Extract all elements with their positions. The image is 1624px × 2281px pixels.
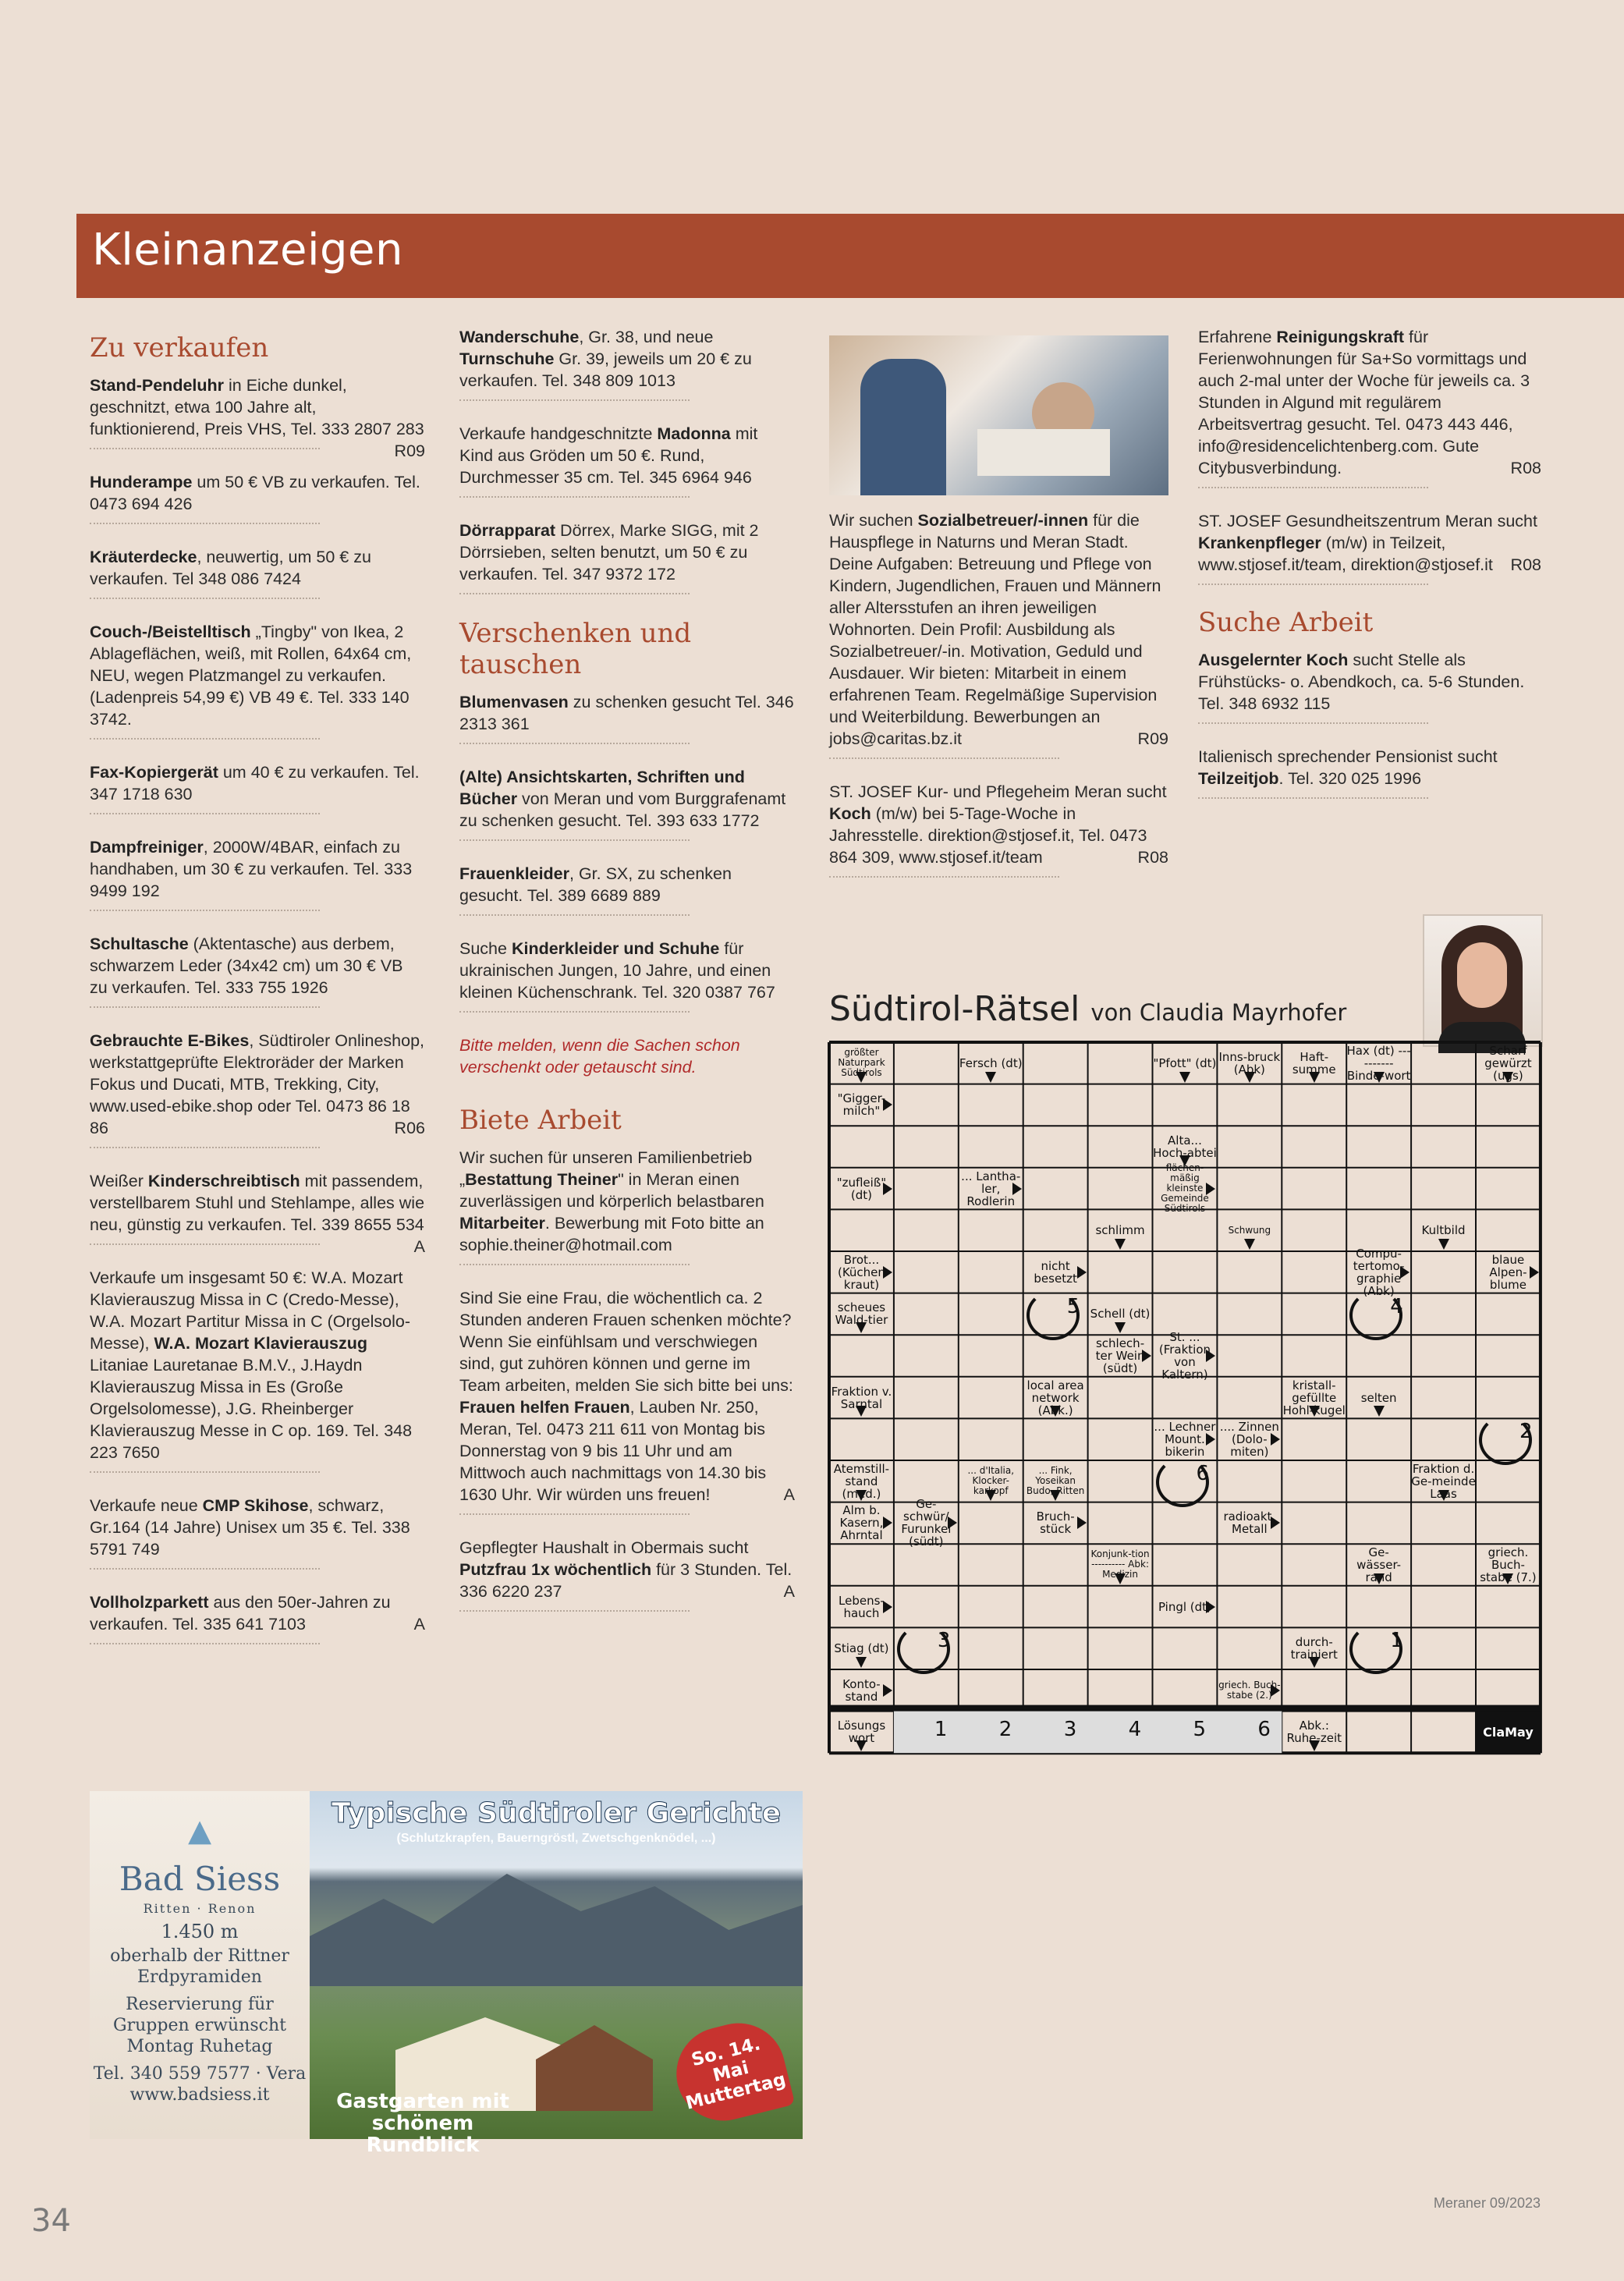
clue-arrow-icon bbox=[1012, 1183, 1022, 1195]
clue-arrow-icon bbox=[1115, 1322, 1126, 1333]
clue-arrow-icon bbox=[856, 1072, 867, 1083]
clue-arrow-icon bbox=[1502, 1573, 1513, 1584]
ad-separator bbox=[1198, 584, 1428, 585]
crossword-clue: Pingl (dt) bbox=[1158, 1599, 1211, 1614]
ad-keyword: Turnschuhe bbox=[459, 349, 555, 368]
classified-ad bbox=[459, 691, 795, 735]
classified-ad bbox=[459, 863, 795, 906]
ad-separator bbox=[829, 876, 1059, 878]
ad-text: , Lauben Nr. 250, Meran, Tel. 0473 211 611 von Montag bis Donnerstag von 9 bis 11 Uhr und am Mittwoch auch nachmittags von 14.30 bis 1630 Uhr. Wir würden uns freuen! bbox=[459, 1398, 767, 1504]
classified-ad bbox=[459, 1287, 795, 1506]
crossword-clue: Schwung bbox=[1228, 1224, 1271, 1236]
clue-arrow-icon bbox=[1077, 1517, 1087, 1529]
crossword-clue: selten bbox=[1360, 1390, 1397, 1405]
classified-ad bbox=[90, 1170, 425, 1256]
classified-ad bbox=[459, 766, 795, 832]
ad-separator bbox=[90, 1006, 320, 1008]
clue-arrow-icon bbox=[985, 1490, 996, 1501]
ad-keyword: Putzfrau 1x wöchentlich bbox=[459, 1560, 652, 1579]
ad-code: A bbox=[413, 1237, 425, 1256]
ad-separator bbox=[459, 1264, 690, 1265]
classified-ad bbox=[90, 761, 425, 805]
ad-text: Weißer bbox=[90, 1172, 148, 1190]
ad-text: (m/w) bei 5-Tage-Woche in Jahresstelle. direktion@stjosef.it, Tel. 0473 864 309, www.stjosef.it/team bbox=[829, 804, 1147, 867]
crossword-clue: scheues Wald-tier bbox=[835, 1300, 888, 1328]
clue-arrow-icon bbox=[1206, 1433, 1215, 1446]
ad-separator bbox=[90, 1471, 320, 1473]
crossword-clue: flächen-mäßig kleinste Gemeinde Südtirols bbox=[1161, 1162, 1209, 1215]
clue-arrow-icon bbox=[1142, 1350, 1151, 1362]
ad-separator bbox=[459, 1513, 690, 1515]
ad-keyword: Couch-/Beistelltisch bbox=[90, 623, 251, 641]
clue-arrow-icon bbox=[1115, 1239, 1126, 1250]
puzzle-author: von Claudia Mayrhofer bbox=[1090, 999, 1347, 1026]
clue-arrow-icon bbox=[883, 1098, 892, 1111]
ad-text: " in Meran einen zuverlässigen und körperlich belastbaren bbox=[459, 1170, 764, 1211]
classified-ad bbox=[90, 836, 425, 902]
crossword-clue: Fraktion v. Sarntal bbox=[831, 1384, 892, 1411]
crossword-clue: schlimm bbox=[1095, 1223, 1145, 1238]
clue-arrow-icon bbox=[1309, 1072, 1320, 1083]
clue-arrow-icon bbox=[883, 1684, 892, 1697]
ad-code: R06 bbox=[394, 1119, 425, 1137]
clue-arrow-icon bbox=[1244, 1239, 1255, 1250]
ad-keyword: (Alte) Ansichtskarten, Schriften und Bücher bbox=[459, 768, 745, 808]
ad-code: A bbox=[783, 1582, 795, 1601]
crossword-clue: radioakt. Metall bbox=[1223, 1509, 1276, 1537]
ad-separator bbox=[459, 593, 690, 594]
clue-arrow-icon bbox=[1271, 1433, 1280, 1446]
ad-keyword: Bestattung Theiner bbox=[465, 1170, 619, 1189]
ad-text: ST. JOSEF Gesundheitszentrum Meran sucht bbox=[1198, 512, 1537, 530]
ad-separator bbox=[90, 598, 320, 599]
clue-arrow-icon bbox=[1050, 1406, 1061, 1417]
ad-text: „Tingby" von Ikea, 2 Ablageflächen, weiß, mit Rollen, 64x64 cm, NEU, wegen Platzmangel zu verkaufen. (Ladenpreis 54,99 €) VB 49 €. Tel. 333 140 3742. bbox=[90, 623, 412, 729]
crossword-clue: größter Naturpark Südtirols bbox=[838, 1047, 885, 1079]
ad-keyword: Reinigungskraft bbox=[1276, 328, 1405, 346]
solution-slot-number: 6 bbox=[1257, 1717, 1271, 1741]
clue-arrow-icon bbox=[856, 1490, 867, 1501]
crossword-clue: schlech-ter Wein (südt) bbox=[1095, 1336, 1145, 1375]
clue-arrow-icon bbox=[1206, 1350, 1215, 1362]
solution-number: 1 bbox=[1390, 1629, 1403, 1653]
ad-text: für Ferienwohnungen für Sa+So vormittags und auch 2-mal unter der Woche für jeweils ca. 3 Stunden in Algund mit regulärem Arbeitsvertrag gesucht. Tel. 0473 443 446, info@residencelichtenberg.com. Gute Citybusverbindung. bbox=[1198, 328, 1530, 477]
ad-text: , neuwertig, um 50 € zu verkaufen. Tel 348 086 7424 bbox=[90, 548, 371, 588]
solution-slot-number: 4 bbox=[1128, 1717, 1142, 1741]
crossword-clue: blaue Alpen-blume bbox=[1489, 1252, 1527, 1292]
ad-keyword: Ausgelernter Koch bbox=[1198, 651, 1349, 669]
ad-text: mit passendem, verstellbarem Stuhl und Stehlampe, alles wie neu, günstig zu verkaufen. Tel. 339 8655 534 bbox=[90, 1172, 425, 1234]
ad-keyword: Wanderschuhe bbox=[459, 328, 580, 346]
ad-code: R09 bbox=[394, 442, 425, 460]
ad-text: um 50 € VB zu verkaufen. Tel. 0473 694 426 bbox=[90, 473, 420, 513]
advert-garden: Gastgarten mit schönem Rundblick bbox=[336, 2090, 509, 2157]
ad-text: sucht Stelle als Frühstücks- o. Abendkoch, ca. 5-6 Stunden. Tel. 348 6932 115 bbox=[1198, 651, 1525, 713]
ad-text: , schwarz, Gr.164 (14 Jahre) Unisex um 35 €. Tel. 338 5791 749 bbox=[90, 1496, 410, 1559]
location: oberhalb der Rittner Erdpyramiden bbox=[110, 1946, 289, 1987]
ad-separator bbox=[1198, 487, 1428, 488]
advert-photo bbox=[310, 1791, 803, 2157]
ad-keyword: Krankenpfleger bbox=[1198, 534, 1321, 552]
ad-separator bbox=[90, 813, 320, 814]
ad-text: , 2000W/4BAR, einfach zu handhaben, um 30 € zu verkaufen. Tel. 333 9499 192 bbox=[90, 838, 413, 900]
crossword-clue: .... Zinnen (Dolo-miten) bbox=[1219, 1420, 1279, 1460]
ad-keyword: Vollholzparkett bbox=[90, 1593, 209, 1612]
heading-suche-arbeit: Suche Arbeit bbox=[1198, 607, 1374, 638]
caregiver-photo bbox=[829, 335, 1168, 495]
ad-keyword: Koch bbox=[829, 804, 871, 823]
ad-separator bbox=[90, 523, 320, 524]
ad-separator bbox=[459, 914, 690, 916]
crossword-clue: Alm b. Kasern, Ahrntal bbox=[839, 1503, 884, 1543]
page-title: Kleinanzeigen bbox=[92, 225, 403, 275]
solution-number: 5 bbox=[1066, 1294, 1080, 1318]
altitude: 1.450 m bbox=[161, 1921, 239, 1942]
classified-ad bbox=[90, 1495, 425, 1560]
clue-arrow-icon bbox=[856, 1322, 867, 1333]
solution-number: 6 bbox=[1196, 1462, 1210, 1485]
clue-arrow-icon bbox=[883, 1601, 892, 1613]
ad-keyword: Kinderschreibtisch bbox=[147, 1172, 300, 1190]
ad-keyword: Schultasche bbox=[90, 935, 189, 953]
mothers-day-heart: So. 14. Mai Muttertag bbox=[667, 2013, 796, 2130]
crossword-clue: Lösungs wort bbox=[837, 1719, 886, 1746]
classified-ad bbox=[459, 938, 795, 1003]
crossword-clue: Schell (dt) bbox=[1090, 1307, 1151, 1321]
ad-text: aus den 50er-Jahren zu verkaufen. Tel. 335 641 7103 bbox=[90, 1593, 391, 1634]
ad-list bbox=[459, 691, 795, 1013]
ad-separator bbox=[90, 1243, 320, 1245]
restaurant-advert bbox=[90, 1791, 803, 2157]
ad-separator bbox=[90, 1568, 320, 1570]
ad-text: . Bewerbung mit Foto bitte an sophie.theiner@hotmail.com bbox=[459, 1214, 764, 1254]
solution-slot-number: 2 bbox=[998, 1717, 1012, 1741]
ad-code: R08 bbox=[1137, 848, 1168, 867]
crossword-clue: Haft-summe bbox=[1292, 1049, 1336, 1077]
classified-ad bbox=[1198, 746, 1541, 789]
ad-separator bbox=[1198, 722, 1428, 724]
ad-text: Wir suchen für unseren Familienbetrieb „ bbox=[459, 1148, 753, 1189]
crossword-clue: griech. Buch-stabe (2.) bbox=[1218, 1679, 1281, 1701]
ad-separator bbox=[459, 1610, 690, 1612]
crossword-clue: Scharf gewürzt (ugs) bbox=[1484, 1043, 1532, 1083]
ad-code: A bbox=[413, 1615, 425, 1634]
ad-separator bbox=[459, 496, 690, 498]
classified-ad bbox=[90, 374, 425, 460]
ad-separator bbox=[90, 910, 320, 911]
clue-arrow-icon bbox=[1244, 1072, 1255, 1083]
crossword-clue: Inns-bruck (Abk) bbox=[1218, 1049, 1281, 1077]
author-portrait bbox=[1423, 914, 1543, 1047]
classified-ad bbox=[1198, 649, 1541, 715]
rest-day: Montag Ruhetag bbox=[126, 2037, 273, 2056]
classified-ad bbox=[459, 520, 795, 585]
crossword-clue: Fraktion d. Ge-meinde Laas bbox=[1411, 1461, 1476, 1501]
advert-subline: (Schlutzkrapfen, Bauerngröstl, Zwetschgenknödel, ...) bbox=[396, 1832, 716, 1845]
clue-arrow-icon bbox=[1438, 1239, 1449, 1250]
ad-text: , Gr. SX, zu schenken gesucht. Tel. 389 6689 889 bbox=[459, 864, 732, 905]
column-2 bbox=[459, 326, 795, 1634]
ad-separator bbox=[1198, 797, 1428, 799]
heading-biete-arbeit: Biete Arbeit bbox=[459, 1105, 622, 1136]
clue-arrow-icon bbox=[1115, 1573, 1126, 1584]
puzzle-brand: ClaMay bbox=[1483, 1724, 1534, 1740]
crossword-clue: nicht besetzt bbox=[1034, 1258, 1077, 1286]
clue-arrow-icon bbox=[1400, 1266, 1409, 1279]
ad-text: , Gr. 38, und neue bbox=[579, 328, 714, 346]
column-3 bbox=[829, 335, 1168, 899]
ad-keyword: Mitarbeiter bbox=[459, 1214, 545, 1233]
heading-verschenken: Verschenken und tauschen bbox=[459, 618, 692, 680]
classified-ad bbox=[90, 933, 425, 999]
solution-number: 2 bbox=[1519, 1420, 1533, 1444]
ad-code: A bbox=[783, 1485, 795, 1504]
ad-keyword: Frauenkleider bbox=[459, 864, 569, 883]
clue-arrow-icon bbox=[856, 1740, 867, 1751]
ad-code: R09 bbox=[1137, 729, 1168, 748]
crossword-clue: Ge-schwür/ Furunkel (südt) bbox=[901, 1497, 952, 1549]
column-4 bbox=[1198, 326, 1541, 821]
issue-label: Meraner 09/2023 bbox=[1433, 2195, 1541, 2211]
ad-separator bbox=[90, 738, 320, 740]
classified-ad bbox=[90, 546, 425, 590]
crossword-clue: Bruch-stück bbox=[1036, 1509, 1075, 1537]
clue-arrow-icon bbox=[1206, 1601, 1215, 1613]
crossword-clue: griech. Buch-stabe (7.) bbox=[1480, 1545, 1537, 1584]
flame-icon: ▴ bbox=[187, 1802, 212, 1857]
ad-text: (m/w) in Teilzeit, www.stjosef.it/team, direktion@stjosef.it bbox=[1198, 534, 1493, 574]
ad-keyword: Stand-Pendeluhr bbox=[90, 376, 225, 395]
crossword-clue: ... Lechner Mount. bikerin bbox=[1154, 1420, 1216, 1460]
ad-text: . Tel. 320 025 1996 bbox=[1278, 769, 1422, 788]
clue-arrow-icon bbox=[1438, 1490, 1449, 1501]
notice-text: Bitte melden, wenn die Sachen schon verschenkt oder getauscht sind. bbox=[459, 1036, 740, 1077]
classified-ad bbox=[459, 1537, 795, 1602]
ad-code: R08 bbox=[1510, 555, 1541, 574]
ad-keyword: Gebrauchte E-Bikes bbox=[90, 1031, 250, 1050]
ad-text: Gr. 39, jeweils um 20 € zu verkaufen. Tel. 348 809 1013 bbox=[459, 349, 752, 390]
ad-text: Sind Sie eine Frau, die wöchentlich ca. 2 Stunden anderen Frauen schenken möchte? Wenn Sie einfühlsam und verschwiegen sind, gut zuhören können und gerne im Team arbeiten, melden Sie sich bitte bei uns: bbox=[459, 1289, 793, 1395]
solution-slot-number: 5 bbox=[1193, 1717, 1207, 1741]
crossword-clue: Alta... Hoch-abtei bbox=[1153, 1133, 1217, 1160]
ad-separator bbox=[459, 1011, 690, 1013]
ad-text: um 40 € zu verkaufen. Tel. 347 1718 630 bbox=[90, 763, 420, 803]
crossword-clue: Konto-stand bbox=[842, 1676, 881, 1704]
reservation: Reservierung für Gruppen erwünscht bbox=[113, 1995, 286, 2035]
crossword-clue: Brot... (Küchen kraut) bbox=[837, 1252, 885, 1292]
ad-separator bbox=[90, 448, 320, 449]
ad-text: , Südtiroler Onlineshop, werkstattgeprüfte Elektroräder der Marken Fokus und Ducati, MTB, Trekking, City, www.used-ebike.shop oder Tel. 0473 86 18 86 bbox=[90, 1031, 425, 1137]
clue-arrow-icon bbox=[1309, 1406, 1320, 1417]
clue-arrow-icon bbox=[1374, 1573, 1385, 1584]
ad-text: Erfahrene bbox=[1198, 328, 1277, 346]
crossword-clue: St. ... (Fraktion von Kaltern) bbox=[1158, 1329, 1211, 1382]
ad-keyword: Sozialbetreuer/-innen bbox=[917, 511, 1089, 530]
ad-text: in Eiche dunkel, geschnitzt, etwa 100 Jahre alt, funktionierend, Preis VHS, Tel. 333 2807 283 bbox=[90, 376, 424, 438]
clue-arrow-icon bbox=[883, 1517, 892, 1529]
ad-text: Verkaufe um insgesamt 50 €: W.A. Mozart Klavierauszug Missa in C (Credo-Messe), W.A. Mozart Partitur Missa in C (Orgelsolo-Messe), bbox=[90, 1268, 410, 1353]
clue-arrow-icon bbox=[1502, 1072, 1513, 1083]
clue-arrow-icon bbox=[1309, 1740, 1320, 1751]
ad-keyword: CMP Skihose bbox=[202, 1496, 309, 1515]
ad-keyword: Blumenvasen bbox=[459, 693, 569, 711]
solution-number: 4 bbox=[1390, 1294, 1403, 1318]
ad-text: Gepflegter Haushalt in Obermais sucht bbox=[459, 1538, 749, 1557]
clue-arrow-icon bbox=[1530, 1266, 1539, 1279]
clue-arrow-icon bbox=[883, 1266, 892, 1279]
clue-arrow-icon bbox=[1077, 1266, 1087, 1279]
ad-text: Verkaufe neue bbox=[90, 1496, 203, 1515]
crossword-clue: Compu-tertomo-graphie (Abk) bbox=[1353, 1246, 1405, 1298]
clue-arrow-icon bbox=[1374, 1406, 1385, 1417]
crossword-clue: local area network (Abk.) bbox=[1027, 1378, 1084, 1417]
ad-separator bbox=[459, 743, 690, 744]
crossword-grid bbox=[829, 1042, 1541, 1753]
crossword-clue: ... d'Italia, Klocker-karkopf bbox=[967, 1465, 1015, 1497]
ad-text: Litaniae Lauretanae B.M.V., J.Haydn Klavierauszug Missa in Es (Große Orgelsolomesse), J.G. Rheinberger Klavierauszug Messe in C op. 169. Tel. 348 223 7650 bbox=[90, 1356, 413, 1462]
classified-ad bbox=[459, 326, 795, 392]
clue-arrow-icon bbox=[1206, 1183, 1215, 1195]
ad-text: mit Kind aus Gröden um 50 €. Rund, Durchmesser 35 cm. Tel. 345 6964 946 bbox=[459, 424, 758, 487]
ad-text: (Aktentasche) aus derbem, schwarzem Leder (34x42 cm) um 30 € VB zu verkaufen. Tel. 333 755 1926 bbox=[90, 935, 403, 997]
ad-separator bbox=[90, 1643, 320, 1644]
ad-keyword: Kräuterdecke bbox=[90, 548, 197, 566]
clue-arrow-icon bbox=[1271, 1517, 1280, 1529]
ad-keyword: Kinderkleider und Schuhe bbox=[511, 939, 720, 958]
hotel-name: Bad Siess bbox=[119, 1860, 281, 1898]
classified-ad bbox=[90, 471, 425, 515]
crossword-clue: Hax (dt) ---------- Binde-wort bbox=[1346, 1043, 1411, 1083]
classified-ad bbox=[459, 1147, 795, 1256]
crossword-clue: kristall-gefüllte Hohl-kugel bbox=[1282, 1378, 1346, 1417]
crossword-clue: Lebens-hauch bbox=[839, 1593, 885, 1620]
ad-list bbox=[459, 326, 795, 594]
clue-arrow-icon bbox=[856, 1657, 867, 1668]
crossword-clue: "Pfott" (dt) bbox=[1153, 1055, 1217, 1070]
clue-arrow-icon bbox=[1179, 1072, 1190, 1083]
classified-ad bbox=[459, 423, 795, 488]
ad-text: von Meran und vom Burggrafenamt zu schenken gesucht. Tel. 393 633 1772 bbox=[459, 789, 786, 830]
ad-text: für ukrainischen Jungen, 10 Jahre, und einen kleinen Küchenschrank. Tel. 320 0387 767 bbox=[459, 939, 775, 1002]
clue-arrow-icon bbox=[948, 1517, 957, 1529]
ad-text: für die Hauspflege in Naturns und Meran Stadt. Deine Aufgaben: Betreuung und Pflege von Kindern, Jugendlichen, Frauen und Männern aller Altersstufen an ihren jeweiligen Wohnorten. Dein Profil: Ausbildung als Sozialbetreuer/-in. Motivation, Geduld und Ausdauer. Wir bieten: Mitarbeit in einem erfahrenen Team. Regelmäßige Supervision und Weiterbildung. Bewerbungen an jobs@caritas.bz.it bbox=[829, 511, 1161, 748]
ad-list bbox=[1198, 326, 1541, 585]
puzzle-title-text: Südtirol-Rätsel bbox=[829, 989, 1080, 1029]
crossword-clue: durch-trainiert bbox=[1290, 1635, 1338, 1662]
ad-separator bbox=[459, 839, 690, 841]
ad-keyword: Hunderampe bbox=[90, 473, 193, 491]
crossword-clue: Atemstill-stand (med.) bbox=[833, 1461, 890, 1501]
crossword-clue: Ge-wässer-rand bbox=[1356, 1545, 1402, 1584]
ad-text: Wir suchen bbox=[829, 511, 918, 530]
ad-separator bbox=[90, 1147, 320, 1148]
clue-arrow-icon bbox=[1374, 1072, 1385, 1083]
clue-arrow-icon bbox=[883, 1183, 892, 1195]
solution-number: 3 bbox=[937, 1629, 951, 1653]
clue-arrow-icon bbox=[856, 1406, 867, 1417]
puzzle-title bbox=[829, 989, 1346, 1029]
ad-keyword: Frauen helfen Frauen bbox=[459, 1398, 630, 1417]
ad-text: zu schenken gesucht Tel. 346 2313 361 bbox=[459, 693, 794, 733]
crossword-clue: Konjunk-tion ---------- Abk: Medizin bbox=[1090, 1548, 1150, 1580]
ad-keyword: Dörrapparat bbox=[459, 521, 556, 540]
ad-code: R08 bbox=[1510, 459, 1541, 477]
ad-list bbox=[90, 374, 425, 1644]
ad-text: Italienisch sprechender Pensionist sucht bbox=[1198, 747, 1498, 766]
hotel-place: Ritten · Renon bbox=[143, 1901, 257, 1916]
clue-arrow-icon bbox=[985, 1072, 996, 1083]
crossword-clue: ... Lantha-ler, Rodlerin bbox=[961, 1169, 1021, 1208]
clue-arrow-icon bbox=[1309, 1657, 1320, 1668]
ad-text: für 3 Stunden. Tel. 336 6220 237 bbox=[459, 1560, 792, 1601]
classified-ad bbox=[90, 1591, 425, 1635]
ad-separator bbox=[829, 757, 1059, 759]
page-number: 34 bbox=[31, 2203, 71, 2239]
ad-text: Dörrex, Marke SIGG, mit 2 Dörrsieben, selten benutzt, um 50 € zu verkaufen. Tel. 347 9372 172 bbox=[459, 521, 759, 584]
solution-slot-number: 3 bbox=[1063, 1717, 1077, 1741]
crossword-clue: "zufleiß" (dt) bbox=[836, 1175, 887, 1202]
column-zu-verkaufen bbox=[90, 326, 425, 1666]
ad-keyword: Madonna bbox=[657, 424, 731, 443]
ad-keyword: Fax-Kopiergerät bbox=[90, 763, 218, 782]
clue-arrow-icon bbox=[1050, 1490, 1061, 1501]
website: www.badsiess.it bbox=[129, 2085, 270, 2105]
classified-ad bbox=[829, 781, 1168, 868]
ad-text: Suche bbox=[459, 939, 512, 958]
advert-headline: Typische Südtiroler Gerichte bbox=[331, 1797, 782, 1829]
crossword-clue: Abk.: Ruhe-zeit bbox=[1286, 1719, 1342, 1746]
ad-text: ST. JOSEF Kur- und Pflegeheim Meran sucht bbox=[829, 782, 1167, 801]
classified-ad bbox=[1198, 326, 1541, 479]
classified-ad bbox=[829, 509, 1168, 750]
ad-list bbox=[459, 1147, 795, 1612]
crossword-clue: ... Fink, Yoseikan Budo, Ritten bbox=[1026, 1465, 1085, 1497]
crossword-clue: "Gigger-milch" bbox=[837, 1091, 886, 1119]
classified-ad bbox=[1198, 510, 1541, 576]
ad-keyword: W.A. Mozart Klavierauszug bbox=[154, 1334, 368, 1353]
solution-slot-number: 1 bbox=[934, 1717, 948, 1741]
phone: Tel. 340 559 7577 · Vera bbox=[93, 2064, 307, 2084]
classified-ad bbox=[90, 1030, 425, 1139]
ad-list bbox=[829, 509, 1168, 878]
classified-ad bbox=[90, 621, 425, 730]
section-banner bbox=[76, 214, 1624, 298]
crossword-clue: Stiag (dt) bbox=[834, 1641, 889, 1656]
crossword-clue: Kultbild bbox=[1421, 1223, 1466, 1238]
ad-keyword: Dampfreiniger bbox=[90, 838, 204, 857]
classified-ad bbox=[90, 1267, 425, 1463]
ad-keyword: Teilzeitjob bbox=[1198, 769, 1279, 788]
clue-arrow-icon bbox=[1271, 1684, 1280, 1697]
heading-zu-verkaufen: Zu verkaufen bbox=[90, 332, 269, 364]
advert-info-panel bbox=[90, 1791, 310, 2139]
ad-text: Verkaufe handgeschnitzte bbox=[459, 424, 658, 443]
ad-separator bbox=[459, 399, 690, 401]
crossword-clue: Fersch (dt) bbox=[959, 1055, 1023, 1070]
ad-list bbox=[1198, 649, 1541, 799]
